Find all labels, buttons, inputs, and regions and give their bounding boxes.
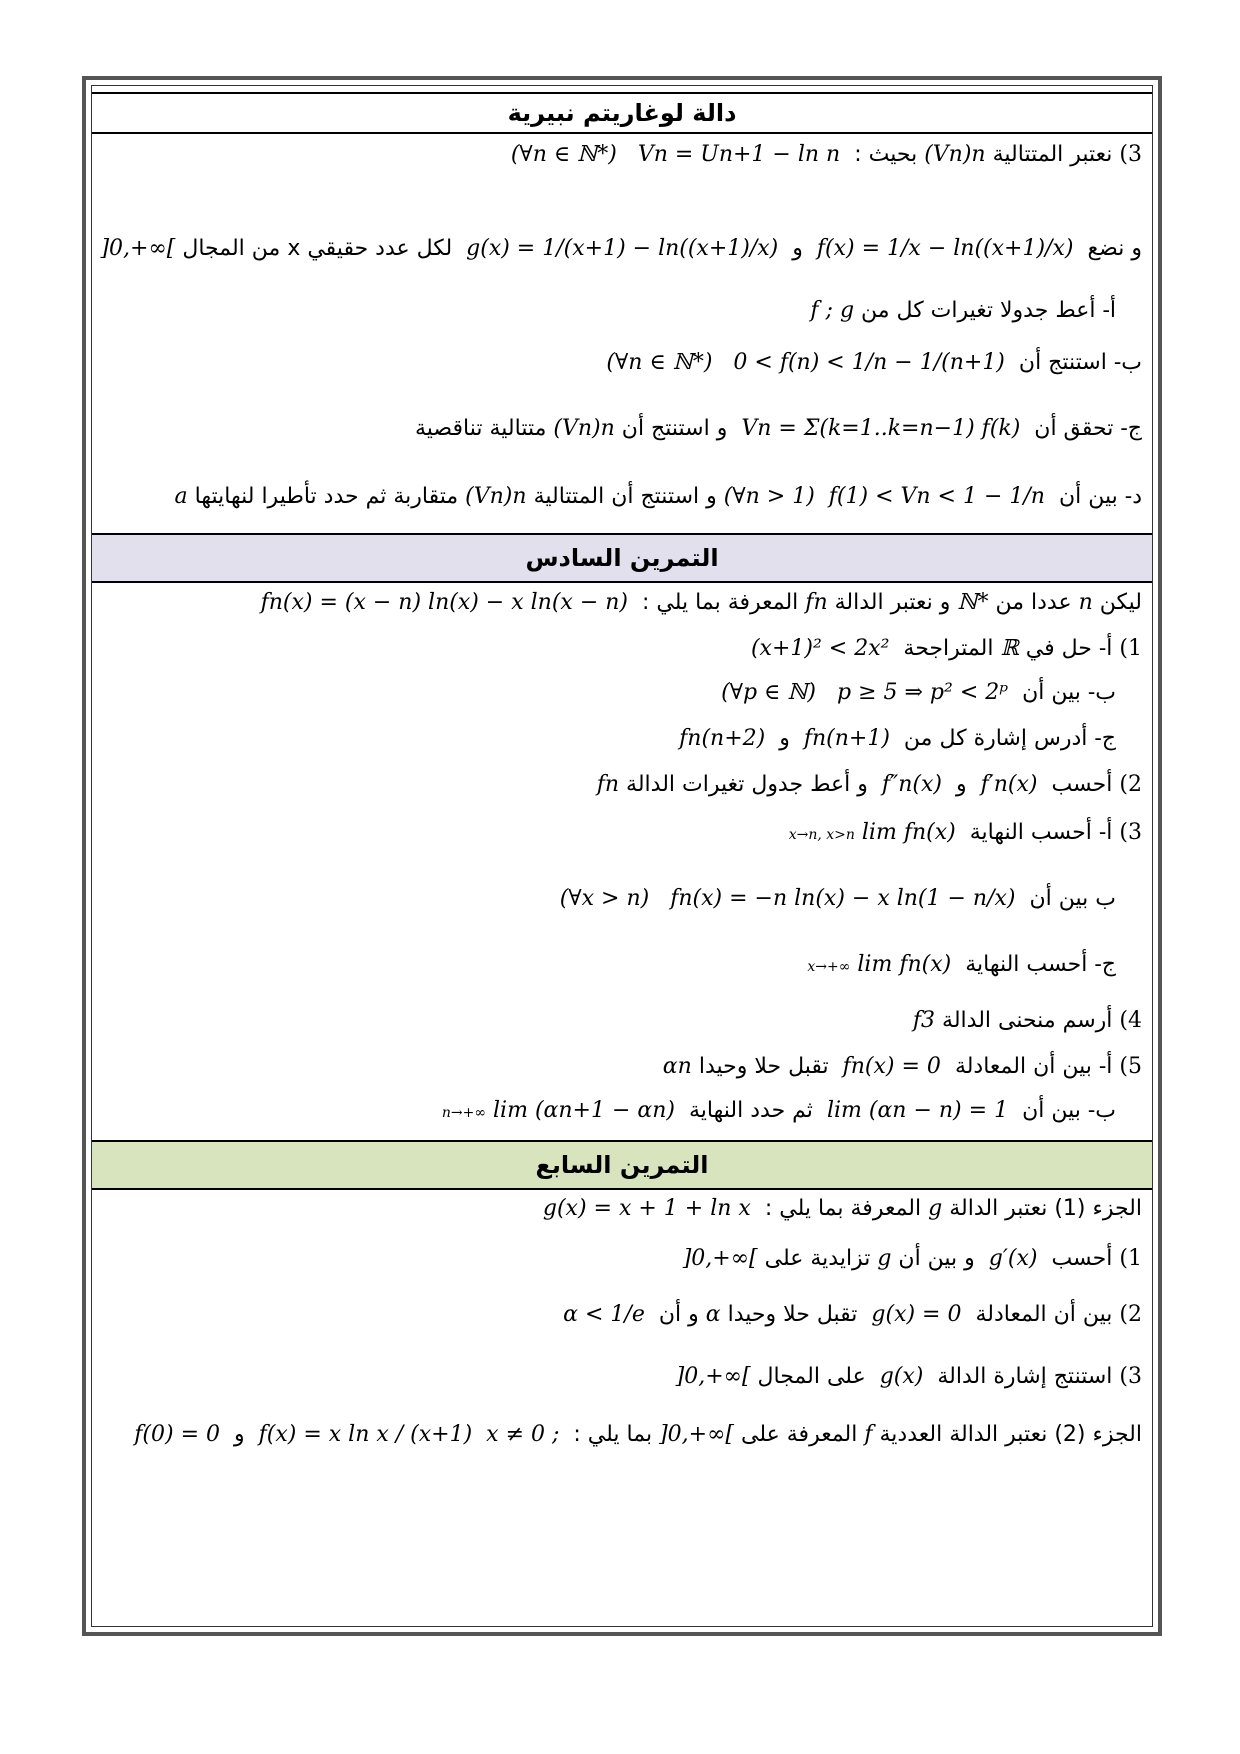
exercise-7-header: التمرين السابع bbox=[92, 1140, 1152, 1190]
ex5-q3b: ب- استنتج أن 0 < f(n) < 1/n − 1/(n+1) (∀n ∈ ℕ*) bbox=[606, 350, 1142, 375]
ex7-q1: 1) أحسب g′(x) و بين أن g تزايدية على ]0,+∞[ bbox=[682, 1246, 1142, 1271]
ex5-q3: 3) نعتبر المتتالية (Vn)n بحيث : Vn = Un+1 − ln n (∀n ∈ ℕ*) bbox=[510, 142, 1142, 167]
ex5-q3d: د- بين أن f(1) < Vn < 1 − 1/n (∀n > 1) و استنتج أن المتتالية (Vn)n متقاربة ثم حدد تأطيرا لنهايتها a bbox=[174, 484, 1142, 509]
page-title bbox=[92, 92, 1152, 134]
math-f-def: f(x) = 1/x − ln((x+1)/x) bbox=[816, 236, 1074, 261]
ex6-intro: ليكن n عددا من ℕ* و نعتبر الدالة fn المعرفة بما يلي : fn(x) = (x − n) ln(x) − x ln(x − n) bbox=[260, 590, 1142, 615]
ex5-q3c: ج- تحقق أن Vn = Σ(k=1..k=n−1) f(k) و استنتج أن (Vn)n متتالية تناقصية bbox=[415, 416, 1142, 441]
ex5-q3a: أ- أعط جدولا تغيرات كل من f ; g bbox=[810, 298, 1116, 323]
question-number: 3) bbox=[1119, 142, 1142, 167]
ex6-q1b: ب- بين أن p ≥ 5 ⇒ p² < 2ᵖ (∀p ∈ ℕ) bbox=[721, 680, 1116, 705]
ex7-part1: الجزء (1) نعتبر الدالة g المعرفة بما يلي : g(x) = x + 1 + ln x bbox=[542, 1196, 1142, 1221]
exercise-6-header: التمرين السادس bbox=[92, 533, 1152, 583]
ex6-q3b: ب بين أن fn(x) = −n ln(x) − x ln(1 − n/x) (∀x > n) bbox=[559, 886, 1116, 911]
math-g-def: g(x) = 1/(x+1) − ln((x+1)/x) bbox=[466, 236, 779, 261]
title-text: دالة لوغاريتم نبيرية bbox=[507, 99, 737, 127]
ex5-setup: و نضع f(x) = 1/x − ln((x+1)/x) و g(x) = 1/(x+1) − ln((x+1)/x) لكل عدد حقيقي x من المجال ]0,+∞[ bbox=[100, 236, 1142, 261]
ex6-q1a: 1) أ- حل في ℝ المتراجحة (x+1)² < 2x² bbox=[750, 636, 1142, 661]
ex6-q3a: 3) أ- أحسب النهاية lim fn(x) x→n, x>n bbox=[788, 820, 1142, 845]
ex7-part2: الجزء (2) نعتبر الدالة العددية f المعرفة على ]0,+∞[ بما يلي : x ≠ 0 ; f(x) = x ln x / (x+1) و f(0) = 0 bbox=[134, 1422, 1142, 1447]
ex6-q4: 4) أرسم منحنى الدالة f3 bbox=[912, 1008, 1142, 1033]
ex7-q3: 3) استنتج إشارة الدالة g(x) على المجال ]0,+∞[ bbox=[675, 1364, 1142, 1389]
page-frame bbox=[82, 76, 1162, 1636]
page-inner-border bbox=[91, 85, 1153, 1627]
ex6-q5b: ب- بين أن lim (αn − n) = 1 ثم حدد النهاية lim (αn+1 − αn) n→+∞ bbox=[441, 1098, 1116, 1123]
ex6-q1c: ج- أدرس إشارة كل من fn(n+1) و fn(n+2) bbox=[679, 726, 1116, 751]
ex6-q2: 2) أحسب f′n(x) و f″n(x) و أعط جدول تغيرات الدالة fn bbox=[596, 772, 1142, 797]
ex6-q5a: 5) أ- بين أن المعادلة fn(x) = 0 تقبل حلا وحيدا αn bbox=[662, 1054, 1142, 1079]
ex6-q3c: ج- أحسب النهاية lim fn(x) x→+∞ bbox=[807, 952, 1116, 977]
ex7-q2: 2) بين أن المعادلة g(x) = 0 تقبل حلا وحيدا α و أن α < 1/e bbox=[563, 1302, 1142, 1327]
